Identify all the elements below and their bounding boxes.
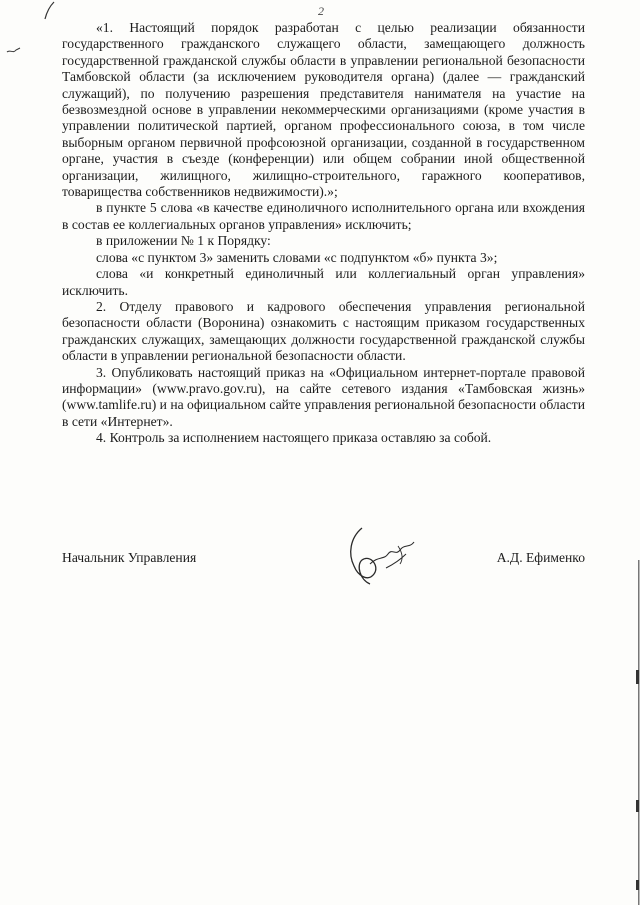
handwritten-signature [340, 524, 430, 590]
paragraph-appendix-1-intro: в приложении № 1 к Порядку: [96, 233, 271, 249]
scan-artifact-mark-top-left [40, 0, 60, 22]
page-number: 2 [318, 4, 324, 18]
signer-name: А.Д. Ефименко [496, 550, 585, 565]
paragraph-item-2-familiarize: 2. Отделу правового и кадрового обеспечения управления региональной безопасности области (Воронина) ознакомить с настоящим приказом государственных гражданских служащих, замещающих должности государственной гражданской службы области в управлении региональной безопасности области. [62, 298, 585, 364]
paragraph-order-clause-1: «1. Настоящий порядок разработан с целью реализации обязанности государственного гражданского служащего области, замещающего должность государственной гражданской службы области в управлении региональной безопасности Тамбовской области (за исключением руководителя органа) (далее — гражданский служащий), по получению разрешения представителя нанимателя на участие на безвозмездной основе в управлении некоммерческими организациями (кроме участия в управлении политической партией, органом профессионального союза, в том числе выборным органом первичной профсоюзной организации, созданной в государственном органе, участия в съезде (конференции) или общем собрании иной общественной организации, жилищного, жилищно-строительного, гаражного кооперативов, товарищества собственников недвижимости).»; [62, 20, 585, 200]
signer-title: Начальник Управления [62, 550, 197, 565]
paragraph-item-4-control: 4. Контроль за исполнением настоящего приказа оставляю за собой. [96, 430, 492, 446]
paragraph-appendix-replace-words: слова «с пунктом 3» заменить словами «с подпунктом «б» пункта 3»; [96, 249, 498, 265]
paragraph-clause-5-amendment: в пункте 5 слова «в качестве единоличного исполнительного органа или вхождения в состав ее коллегиальных органов управления» исключить; [62, 200, 585, 232]
scan-artifact-mark-left [6, 46, 22, 56]
paragraph-appendix-delete-words: слова «и конкретный единоличный или коллегиальный орган управления» исключить. [62, 266, 585, 298]
document-body [62, 20, 585, 447]
paragraph-item-3-publish: 3. Опубликовать настоящий приказ на «Официальном интернет-портале правовой информации» (www.pravo.gov.ru), на сайте сетевого издания «Тамбовская жизнь» (www.tamlife.ru) и на официальном сайте управления региональной безопасности области в сети «Интернет». [62, 364, 585, 429]
scan-artifact-edge-right [628, 560, 640, 905]
